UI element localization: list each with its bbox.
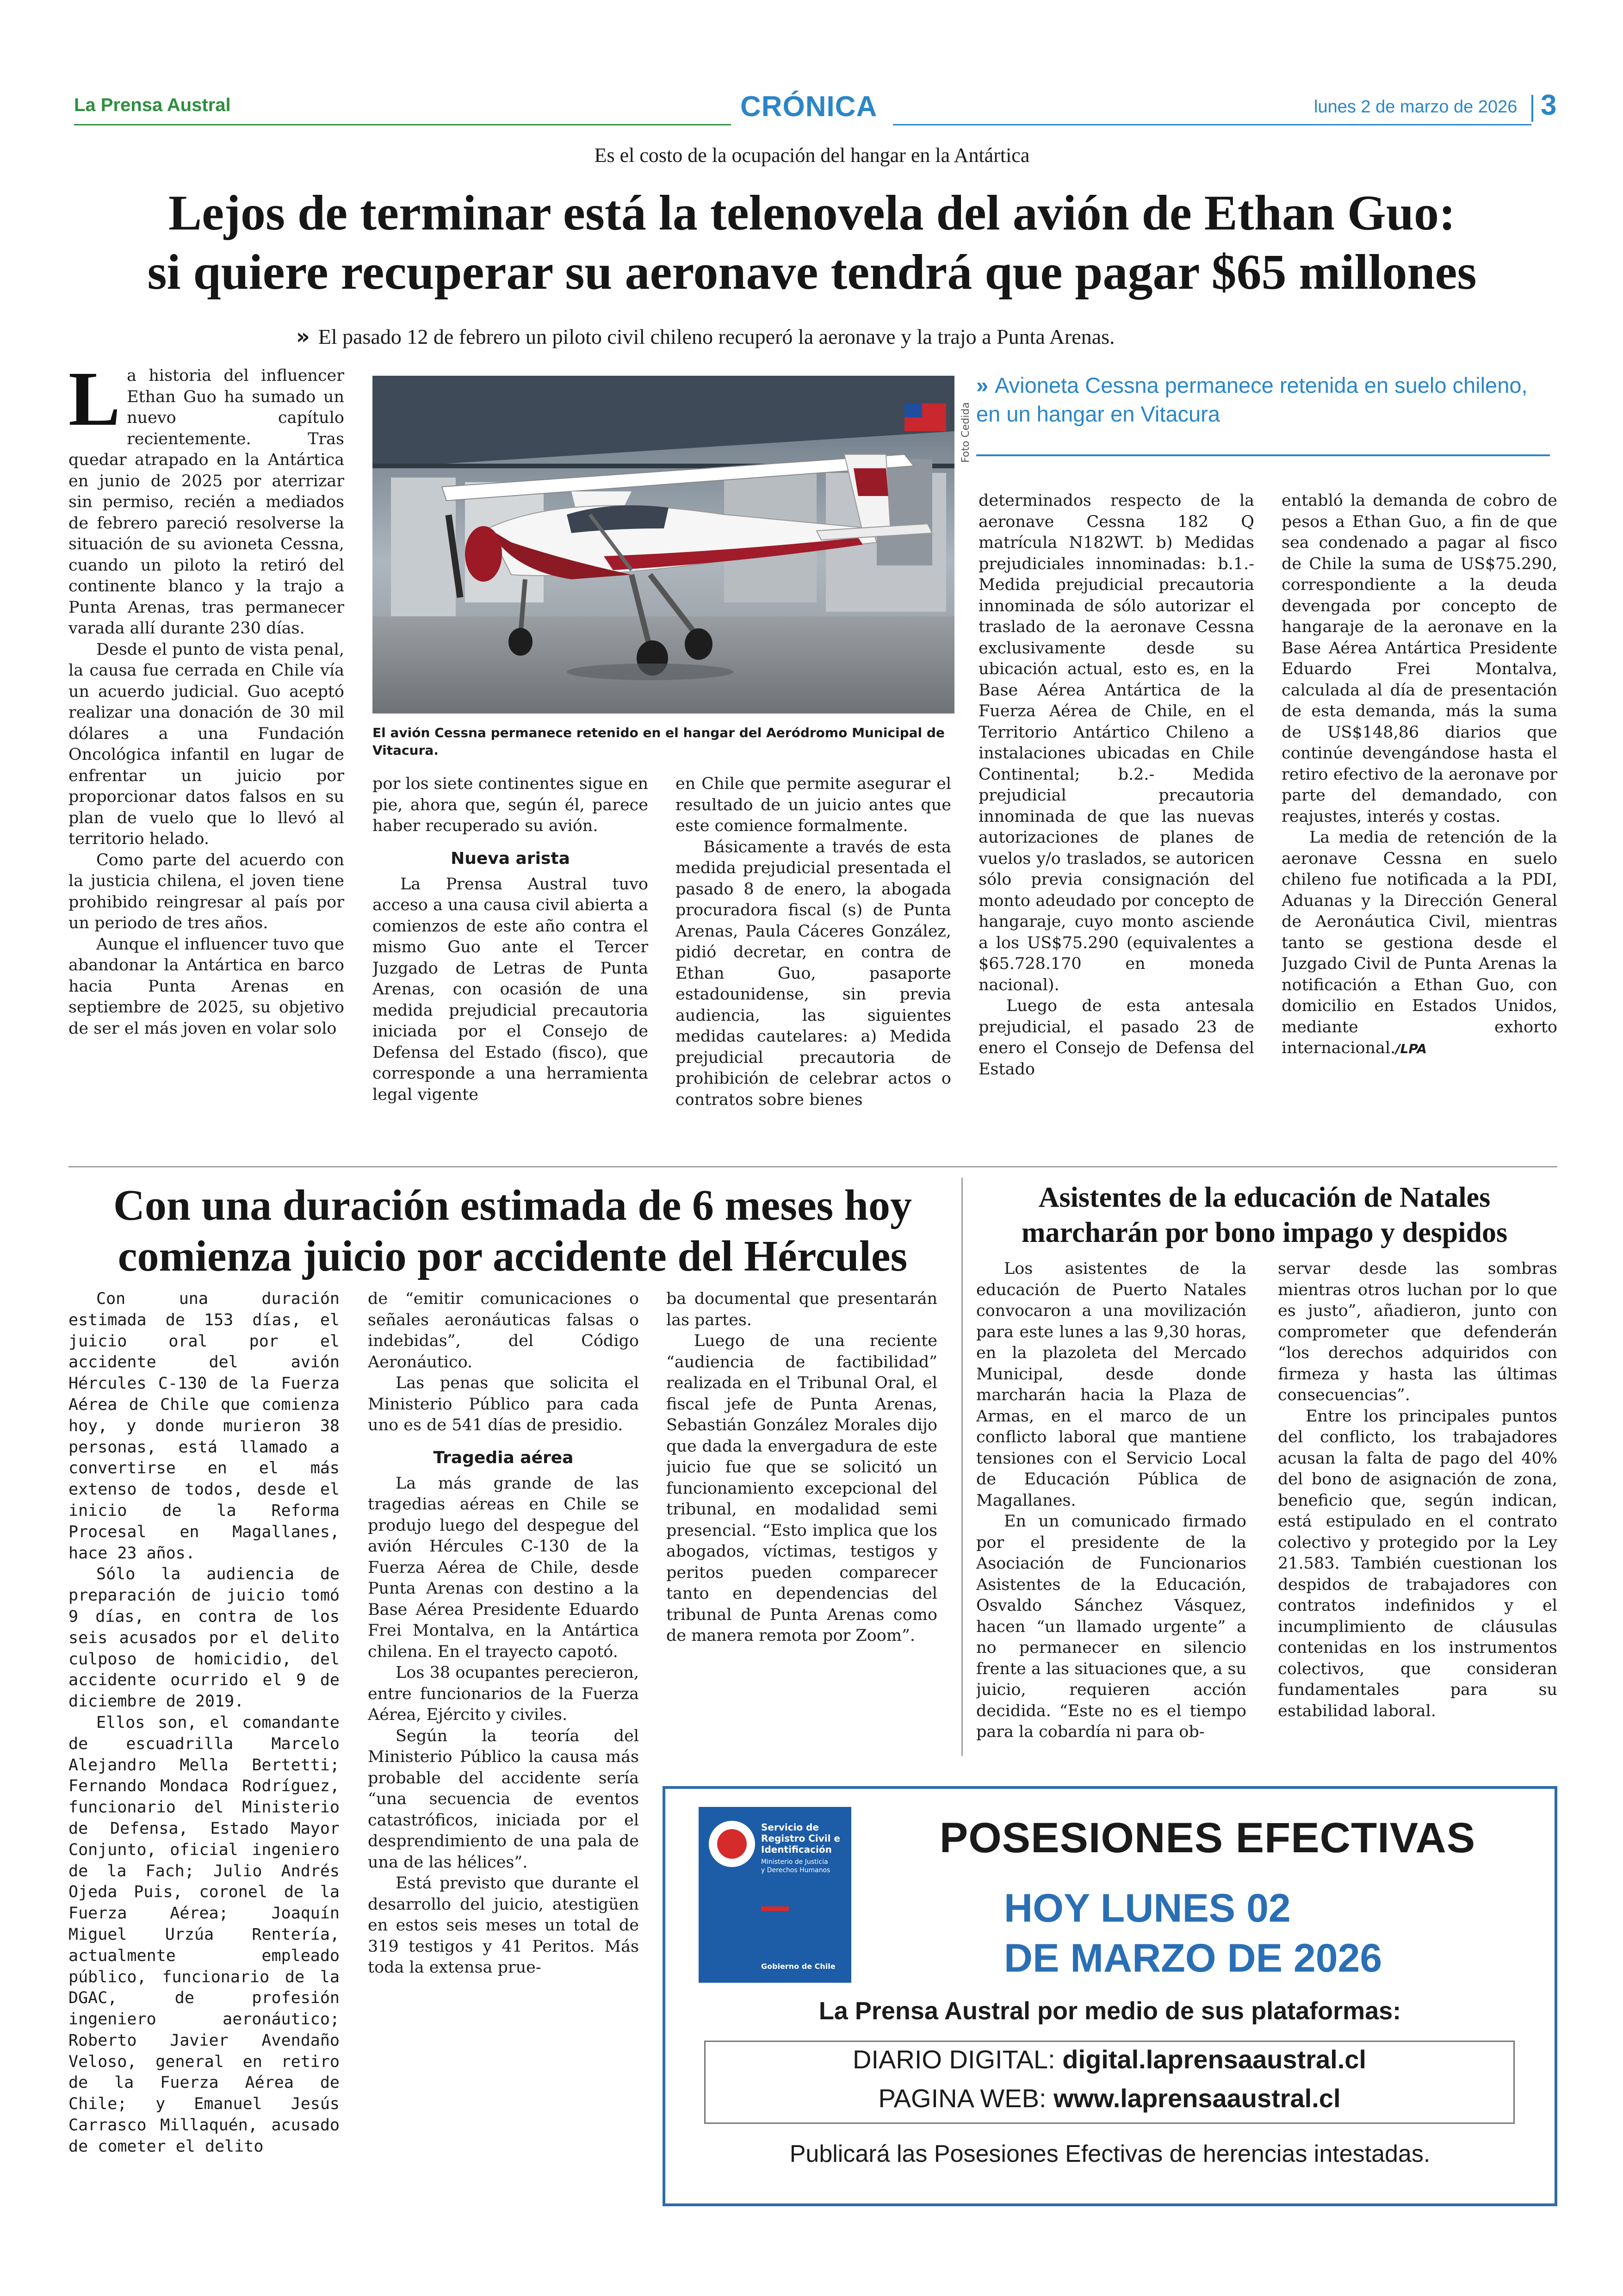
cessna-photo <box>372 376 954 714</box>
hercules-col-3 <box>666 1289 937 1761</box>
ad-platform-line <box>663 1997 1557 2025</box>
subhead-nueva-arista: Nueva arista <box>451 849 570 868</box>
ad-date-line2: DE MARZO DE 2026 <box>1004 1936 1382 1980</box>
paragraph: servar desde las sombras mientras otros luchan por lo que es justo”, añadieron, junto con comprometer que defenderán “los derechos adquiridos con firmeza y hasta las últimas consecuencias”. <box>1278 1260 1557 1404</box>
double-chevron-icon: » <box>976 373 989 397</box>
main-col-1 <box>68 366 344 1154</box>
natales-col-1 <box>976 1259 1246 1749</box>
section-divider <box>68 1166 1557 1167</box>
logo-star-icon <box>709 1821 755 1867</box>
double-chevron-icon: » <box>296 324 310 349</box>
main-subheadline-text: El pasado 12 de febrero un piloto civil chileno recuperó la aeronave y la trajo a Punta Arenas. <box>318 325 1115 348</box>
paragraph: Está previsto que durante el desarrollo del juicio, atestigüen en estos seis meses un total de 319 testigos y 41 Peritos. Más toda la extensa prue- <box>368 1874 639 1977</box>
registro-civil-logo <box>699 1807 851 1983</box>
natales-headline-line1: Asistentes de la educación de Natales <box>1038 1182 1491 1213</box>
photo-credit: Foto Cedida <box>960 402 972 463</box>
author-signature: /LPA <box>1395 1041 1427 1056</box>
paragraph: Básicamente a través de esta medida prejudicial presentada el pasado 8 de enero, la abogada procuradora fiscal (s) de Punta Arenas, Paula Cáceres González, pidió decretar, en contra de Ethan Guo, pasaporte estadounidense, sin previa audiencia, las siguientes medidas cautelares: a) Medida prejudicial precautoria de prohibición de celebrar actos o contratos sobre bienes <box>675 838 951 1109</box>
paragraph: La Prensa Austral tuvo acceso a una causa civil abierta a comienzos de este año contra el mismo Guo ante el Tercer Juzgado de Letras de Punta Arenas, con ocasión de una medida prejudicial precautoria iniciada por el Consejo de Defensa del Estado (fisco), que corresponde a una herramienta legal vigente <box>372 875 648 1104</box>
natales-col-2 <box>1278 1259 1557 1749</box>
main-col-4 <box>979 490 1254 1154</box>
logo-gov-text: Gobierno de Chile <box>761 1962 836 1971</box>
paragraph: ba documental que presentarán las partes. <box>666 1290 937 1329</box>
page-number: 3 <box>1541 89 1557 121</box>
ad-title: POSESIONES EFECTIVAS <box>939 1814 1476 1862</box>
vertical-divider <box>961 1178 963 1756</box>
header-rule-right <box>893 124 1531 125</box>
hercules-headline-line2: comienza juicio por accidente del Hércules <box>118 1232 908 1280</box>
main-subheadline <box>296 324 1592 349</box>
paragraph-text: La media de retención de la aeronave Cessna en suelo chileno fue notificada a la PDI, Aduanas y la Dirección General de Aeronáutica Civil, mientras tanto se gestiona desde el Juzgado Civil de Punta Arenas la notificación a Ethan Guo, con domicilio en Estados Unidos, mediante exhorto internacional. <box>1282 828 1557 1057</box>
paragraph: En un comunicado firmado por el presidente de la Asociación de Funcionarios Asistentes de la Educación, Osvaldo Sánchez Vásquez, hacen “un llamado urgente” a no permanecer en silencio frente a las situaciones que, a su juicio, requieren acción decidida. “Este no es el tiempo para la cobardía ni para ob- <box>976 1512 1246 1741</box>
hercules-headline-line1: Con una duración estimada de 6 meses hoy <box>113 1181 912 1229</box>
paragraph: Según la teoría del Ministerio Público la causa más probable del accidente sería “una secuencia de eventos catastróficos, iniciada por el desprendimiento de una pala de una de las hélices”. <box>368 1726 639 1872</box>
callout-rule <box>976 454 1550 456</box>
paragraph: Luego de esta antesala prejudicial, el pasado 23 de enero el Consejo de Defensa del Estado <box>979 997 1254 1079</box>
logo-ministry: y Derechos Humanos <box>761 1867 830 1874</box>
subhead-tragedia-aerea: Tragedia aérea <box>433 1448 574 1467</box>
page-date: lunes 2 de marzo de 2026 <box>1314 97 1518 117</box>
hercules-col-2 <box>368 1289 639 2205</box>
ad-web-url[interactable]: www.laprensaaustral.cl <box>1053 2084 1341 2113</box>
ad-web-label: PAGINA WEB: <box>878 2084 1054 2113</box>
article-kicker: Es el costo de la ocupación del hangar en la Antártica <box>594 144 1030 167</box>
paragraph <box>1282 827 1557 1060</box>
paragraph: en Chile que permite asegurar el resultado de un juicio antes que este comience formalmente. <box>675 775 951 835</box>
logo-ministry: Ministerio de Justicia <box>761 1858 828 1866</box>
main-headline-line2: si quiere recuperar su aeronave tendrá que pagar $65 millones <box>147 245 1477 300</box>
paragraph: Los asistentes de la educación de Puerto Natales convocaron a una movilización para este lunes a las 9,30 horas, en la plazoleta del Mercado Municipal, desde donde marcharán hacia la Plaza de Armas, en el marco de un conflicto laboral que mantiene tensiones con el Servicio Local de Educación Pública de Magallanes. <box>976 1260 1246 1510</box>
ad-digital-row <box>704 2044 1515 2074</box>
callout-text: Avioneta Cessna permanece retenida en suelo chileno, en un hangar en Vitacura <box>976 373 1528 426</box>
paragraph: determinados respecto de la aeronave Cessna 182 Q matrícula N182WT. b) Medidas prejudiciales innominadas: b.1.- Medida prejudicial precautoria innominada de sólo autorizar el traslado de la aeronave Cessna exclusivamente desde su ubicación actual, esto es, en la Base Aérea Antártica de la Fuerza Aérea de Chile, en el Territorio Antártico Chileno a instalaciones ubicadas en Chile Continental; b.2.- Medida prejudicial precautoria innominada de que las nuevas autorizaciones de planes de vuelos y/o traslados, se autoricen sólo previa consignación del monto adeudado por concepto de hangaraje, cuyo monto asciende a los US$75.290 (equivalentes a $65.728.170 en moneda nacional). <box>979 491 1254 994</box>
logo-line: Servicio de <box>761 1822 819 1833</box>
main-col-5 <box>1282 490 1557 1154</box>
drop-cap: L <box>68 366 121 442</box>
photo-caption: El avión Cessna permanece retenido en el hangar del Aeródromo Municipal de Vitacura. <box>372 725 945 758</box>
ad-platform-brand: La Prensa Austral <box>818 1997 1030 2025</box>
logo-line: Identificación <box>761 1844 832 1855</box>
page-number-divider <box>1531 95 1533 122</box>
ad-platform-rest: por medio de sus plataformas: <box>1030 1997 1401 2025</box>
paragraph: Los 38 ocupantes perecieron, entre funcionarios de la Fuerza Aérea, Ejército y civiles. <box>368 1663 639 1724</box>
main-col-3 <box>675 774 951 1154</box>
logo-red-bar <box>761 1906 789 1911</box>
logo-line: Registro Civil e <box>761 1833 840 1844</box>
paragraph: entabló la demanda de cobro de pesos a Ethan Guo, a fin de que sea condenado a pagar al fisco de Chile la suma de US$75.290, correspondiente a la deuda devengada por concepto de hangaraje de la aeronave en la Base Aérea Antártica Presidente Eduardo Frei Montalva, calculada al día de presentación de esta demanda, más la suma de US$148,86 diarios que continúe devengándose hasta el retiro efectivo de la aeronave por parte del demandado, con reajustes, interés y costas. <box>1282 491 1557 826</box>
header-rule-left <box>74 124 731 125</box>
paragraph: Con una duración estimada de 153 días, el juicio oral por el accidente del avión Hércules C-130 de la Fuerza Aérea de Chile que comienza hoy, y donde murieron 38 personas, está llamado a convertirse en el más extenso de todos, desde el inicio de la Reforma Procesal en Magallanes, hace 23 años. <box>68 1290 340 1563</box>
article-callout <box>976 371 1550 428</box>
section-name: CRÓNICA <box>740 91 878 123</box>
paragraph: Sólo la audiencia de preparación de juicio tomó 9 días, en contra de los seis acusados por el delito culposo de homicidio, del accidente ocurrido el 9 de diciembre de 2019. <box>68 1565 340 1711</box>
logo-text <box>761 1822 849 1874</box>
ad-footer: Publicará las Posesiones Efectivas de herencias intestadas. <box>789 2141 1431 2167</box>
ad-digital-url[interactable]: digital.laprensaaustral.cl <box>1062 2045 1366 2074</box>
paragraph: de “emitir comunicaciones o señales aeronáuticas falsas o indebidas”, del Código Aeronáutico. <box>368 1290 639 1371</box>
hercules-col-1 <box>68 1289 340 2205</box>
ad-date-line1: HOY LUNES 02 <box>1004 1886 1291 1930</box>
paragraph: Las penas que solicita el Ministerio Público para cada uno es de 541 días de presidio. <box>368 1374 639 1434</box>
paragraph: Luego de una reciente “audiencia de factibilidad” realizada en el Tribunal Oral, el fiscal jefe de Punta Arenas, Sebastián González Morales dijo que dada la envergadura de este juicio fue que se solicitó un funcionamiento excepcional del tribunal, en modalidad semi presencial. “Esto implica que los abogados, víctimas, testigos y peritos pueden comparecer tanto en dependencias del tribunal de Punta Arenas como de manera remota por Zoom”. <box>666 1332 937 1645</box>
paragraph: Ellos son, el comandante de escuadrilla Marcelo Alejandro Mella Bertetti; Fernando Mondaca Rodríguez, funcionario del Ministerio de Defensa, Estado Mayor Conjunto, oficial ingeniero de la Fach; Julio Andrés Ojeda Puis, coronel de la Fuerza Aérea; Joaquín Miguel Urzúa Rentería, actualmente empleado público, funcionario de la DGAC, de profesión ingeniero aeronáutico; Roberto Javier Avendaño Veloso, general en retiro de la Fuerza Aérea de Chile; y Emanuel Jesús Carrasco Millaquén, acusado de cometer el delito <box>68 1713 340 2156</box>
newspaper-brand: La Prensa Austral <box>74 95 231 115</box>
natales-headline-line2: marcharán por bono impago y despidos <box>1021 1217 1508 1248</box>
paragraph: Desde el punto de vista penal, la causa fue cerrada en Chile vía un acuerdo judicial. Guo aceptó realizar una donación de 30 mil dólares a una Fundación Oncológica infantil en lugar de enfrentar un juicio por proporcionar datos falsos en su plan de vuelo que lo llevó al territorio helado. <box>68 640 344 848</box>
main-col-2 <box>372 774 648 1154</box>
paragraph: a historia del influencer Ethan Guo ha sumado un nuevo capítulo recientemente. Tras quedar atrapado en la Antártica en junio de 2025 por aterrizar sin permiso, recién a mediados de febrero pareció resolverse la situación de su avioneta Cessna, cuando un piloto la retiró del continente blanco y la trajo a Punta Arenas, tras permanecer varada allí durante 230 días. <box>68 366 344 638</box>
ad-digital-label: DIARIO DIGITAL: <box>853 2045 1063 2074</box>
paragraph: Entre los principales puntos del conflicto, los trabajadores acusan la falta de pago del 40% del bono de asignación de zona, beneficio que, según indican, está estipulado en el contrato colectivo y protegido por la Ley 21.583. También cuestionan los despidos de trabajadores con contratos indefinidos y el incumplimiento de cláusulas contenidas en los instrumentos colectivos, que consideran fundamentales para su estabilidad laboral. <box>1278 1407 1557 1720</box>
paragraph: por los siete continentes sigue en pie, ahora que, según él, parece haber recuperado su avión. <box>372 775 648 835</box>
paragraph: Como parte del acuerdo con la justicia chilena, el joven tiene prohibido reingresar al país por un periodo de tres años. <box>68 850 344 932</box>
paragraph: La más grande de las tragedias aéreas en Chile se produjo luego del despegue del avión Hércules C-130 de la Fuerza Aérea de Chile, desde Punta Arenas con destino a la Base Aérea Presidente Eduardo Frei Montalva, en la Antártica chilena. En el trayecto capotó. <box>368 1474 639 1661</box>
paragraph: Aunque el influencer tuvo que abandonar la Antártica en barco hacia Punta Arenas en septiembre de 2025, su objetivo de ser el más joven en volar solo <box>68 935 344 1038</box>
ad-web-row <box>704 2083 1515 2113</box>
main-headline-line1: Lejos de terminar está la telenovela del avión de Ethan Guo: <box>168 186 1456 241</box>
